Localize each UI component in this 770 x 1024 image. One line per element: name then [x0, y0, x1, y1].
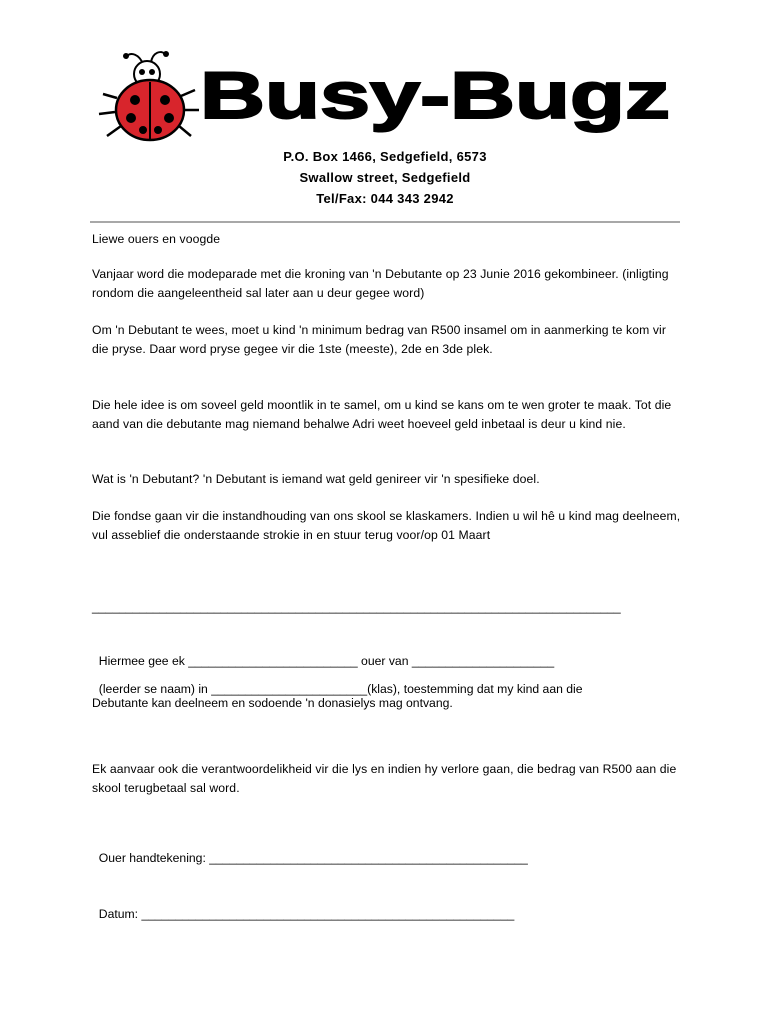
paragraph-idea: Die hele idee is om soveel geld moontlik in te samel, om u kind se kans om te wen groter te maak. Tot die aand van die debutante mag niemand behalwe Adri weet hoeveel geld inbetaal is deur u kind nie.	[92, 398, 672, 431]
paragraph-funds: Die fondse gaan vir die instandhouding van ons skool se klaskamers. Indien u wil hê u kind mag deelneem, vul asseblief die onderstaande strokie in en stuur terug voor/op 01 Maart	[92, 509, 681, 542]
signature-line	[92, 837, 528, 865]
date-field[interactable]: _______________________________________________________	[141, 907, 515, 921]
consent-line-1	[92, 640, 554, 668]
address-telephone: Tel/Fax: 044 343 2942	[316, 191, 454, 206]
logo-wordmark: Busy-Bugz	[200, 58, 670, 132]
paragraph-modeparade: Vanjaar word die modeparade met die kroning van 'n Debutante op 23 Junie 2016 gekombineer. (inligting rondom die aangeleentheid sal later aan u deur gegee word)	[92, 267, 669, 300]
paragraph-definition: Wat is 'n Debutant? 'n Debutant is iemand wat geld genireer vir 'n spesifieke doel.	[92, 472, 540, 486]
signature-field[interactable]: _______________________________________________	[209, 851, 528, 865]
consent-text: Hiermee gee ek	[98, 654, 189, 668]
signature-label: Ouer handtekening:	[98, 851, 210, 865]
consent-line-2	[92, 668, 583, 696]
cut-line: ______________________________________________________________________________	[92, 600, 621, 614]
class-field[interactable]: _______________________	[211, 682, 368, 696]
date-line	[92, 893, 514, 921]
learner-name-field[interactable]: _____________________	[411, 654, 555, 668]
address-po-box: P.O. Box 1466, Sedgefield, 6573	[283, 149, 487, 164]
address-street: Swallow street, Sedgefield	[299, 170, 471, 185]
consent-text: (klas), toestemming dat my kind aan die	[367, 682, 583, 696]
paragraph-responsibility: Ek aanvaar ook die verantwoordelikheid vir die lys en indien hy verlore gaan, die bedrag van R500 aan die skool terugbetaal sal word.	[92, 762, 677, 795]
header-divider	[90, 221, 680, 223]
busy-bugz-logo	[95, 50, 675, 142]
parent-name-field[interactable]: _________________________	[188, 654, 358, 668]
consent-text: ouer van	[357, 654, 412, 668]
ladybug-icon	[99, 51, 199, 140]
consent-line-3: Debutante kan deelneem en sodoende 'n donasielys mag ontvang.	[92, 696, 453, 710]
paragraph-minimum-amount: Om 'n Debutant te wees, moet u kind 'n minimum bedrag van R500 insamel om in aanmerking te kom vir die pryse. Daar word pryse gegee vir die 1ste (meeste), 2de en 3de plek.	[92, 323, 666, 356]
date-label: Datum:	[98, 907, 142, 921]
consent-text: (leerder se naam) in	[98, 682, 212, 696]
greeting: Liewe ouers en voogde	[92, 232, 221, 246]
